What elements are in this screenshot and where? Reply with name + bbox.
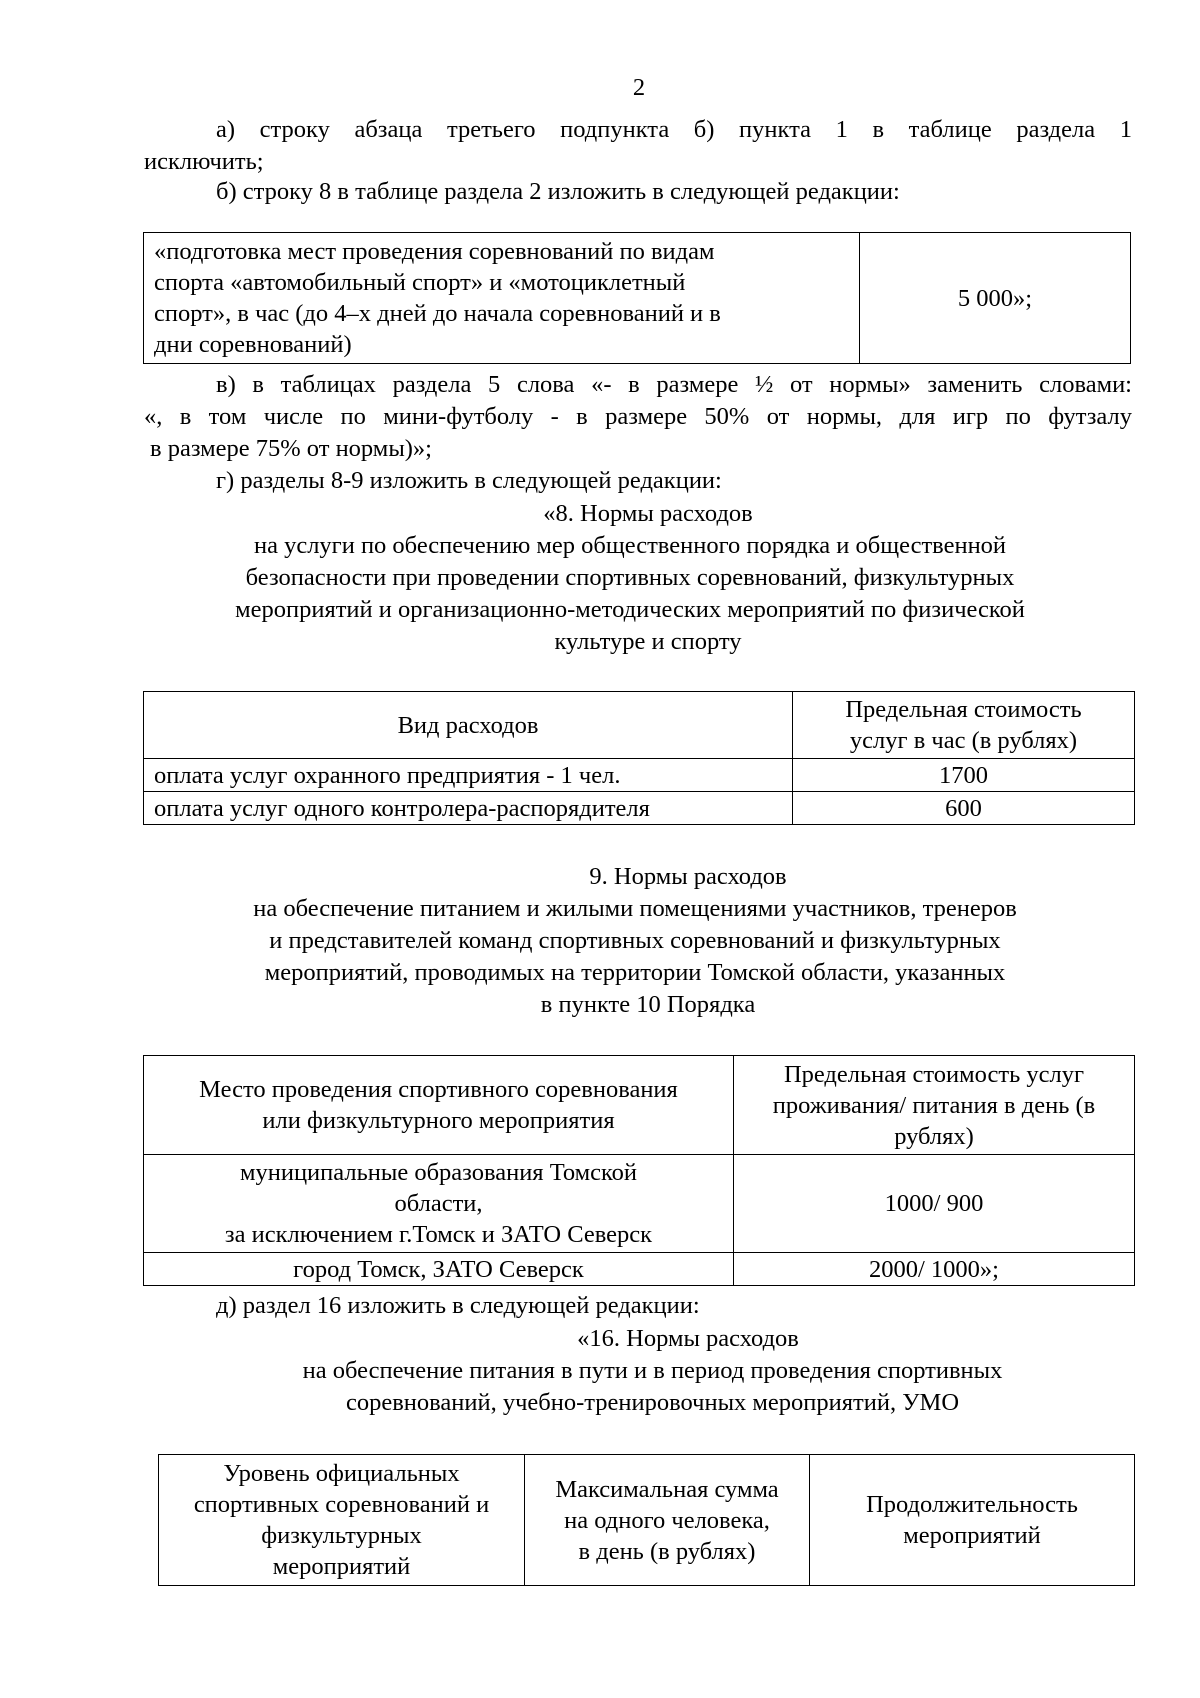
row-name: оплата услуг одного контролера-распорядителя [144, 792, 793, 825]
header-line: мероприятий [903, 1522, 1041, 1549]
section8-col1-header: Вид расходов [144, 692, 793, 759]
header-line: в день (в рублях) [578, 1537, 756, 1565]
row-name-line: муниципальные образования Томской [239, 1159, 638, 1186]
header-line: услуг в час (в рублях) [849, 727, 1078, 754]
row-value: 1000/ 900 [734, 1155, 1135, 1253]
item-v-line3: в размере 75% от нормы)»; [150, 435, 432, 462]
section8-title: «8. Нормы расходов [543, 500, 753, 527]
section9-subtitle-line: в пункте 10 Порядка [540, 991, 756, 1018]
table-row8-line: спорта «автомобильный спорт» и «мотоциклетный [154, 269, 686, 296]
row-name-line: город Томск, ЗАТО Северск [293, 1255, 584, 1283]
table-header-row [144, 692, 1135, 759]
header-line: Предельная стоимость [845, 696, 1082, 723]
header-line: Предельная стоимость услуг [783, 1060, 1085, 1088]
table-row8-value: 5 000»; [860, 233, 1131, 364]
table-row [144, 1253, 1135, 1286]
header-line: мероприятий [272, 1553, 411, 1580]
header-line: проживания/ питания в день (в [772, 1091, 1096, 1119]
item-a-line2: исключить; [144, 148, 264, 175]
section16-table [158, 1454, 1135, 1586]
section16-subtitle-line: соревнований, учебно-тренировочных мероприятий, УМО [345, 1389, 960, 1416]
header-line: Уровень официальных [223, 1460, 460, 1487]
section9-col1-header [144, 1056, 734, 1155]
table-row [144, 1155, 1135, 1253]
item-d: д) раздел 16 изложить в следующей редакции: [216, 1292, 700, 1319]
section9-col2-header [734, 1056, 1135, 1155]
header-line: физкультурных [261, 1522, 422, 1549]
section9-subtitle-line: и представителей команд спортивных соревнований и физкультурных [269, 927, 1001, 954]
table-header-row [159, 1455, 1135, 1586]
header-line: на одного человека, [564, 1506, 770, 1534]
section16-title: «16. Нормы расходов [577, 1325, 799, 1352]
table-row [144, 792, 1135, 825]
section8-subtitle-line: безопасности при проведении спортивных соревнований, физкультурных [245, 564, 1015, 591]
header-line: рублях) [894, 1122, 974, 1150]
table-row8-text [144, 233, 860, 364]
row-name: оплата услуг охранного предприятия - 1 чел. [144, 759, 793, 792]
row-value: 600 [793, 792, 1135, 825]
section16-col2-header [525, 1455, 810, 1586]
table-row [144, 759, 1135, 792]
item-b: б) строку 8 в таблице раздела 2 изложить в следующей редакции: [216, 178, 900, 205]
item-v-line2: «, в том числе по мини-футболу - в размере 50% от нормы, для игр по футзалу [144, 403, 1132, 430]
row-value: 1700 [793, 759, 1135, 792]
section8-subtitle-line: культуре и спорту [554, 628, 742, 655]
section9-subtitle-line: на обеспечение питанием и жилыми помещениями участников, тренеров [253, 895, 1017, 922]
row-name-line: за исключением г.Томск и ЗАТО Северск [224, 1221, 653, 1248]
row-value: 2000/ 1000»; [734, 1253, 1135, 1286]
section8-subtitle-line: мероприятий и организационно-методических мероприятий по физической [235, 596, 1025, 623]
table-row8-line: спорт», в час (до 4–х дней до начала соревнований и в [154, 300, 721, 327]
header-line: или физкультурного мероприятия [262, 1107, 615, 1134]
section8-subtitle-line: на услуги по обеспечению мер общественного порядка и общественной [253, 532, 1007, 559]
page-number: 2 [632, 74, 646, 101]
item-a-line1: а) строку абзаца третьего подпункта б) пункта 1 в таблице раздела 1 [216, 116, 1132, 143]
section16-subtitle-line: на обеспечение питания в пути и в период проведения спортивных [302, 1357, 1003, 1384]
row-name [144, 1253, 734, 1286]
row-name-line: области, [394, 1190, 483, 1217]
section9-subtitle-line: мероприятий, проводимых на территории Томской области, указанных [264, 959, 1006, 986]
table-row8 [143, 232, 1131, 364]
section8-col2-header [793, 692, 1135, 759]
section16-col1-header [159, 1455, 525, 1586]
section9-title: 9. Нормы расходов [589, 863, 787, 890]
header-line: Место проведения спортивного соревнования [199, 1076, 678, 1103]
section8-table [143, 691, 1135, 825]
header-line: Продолжительность [866, 1491, 1078, 1518]
table-row8-line: «подготовка мест проведения соревнований по видам [154, 238, 715, 265]
item-g: г) разделы 8-9 изложить в следующей редакции: [216, 467, 722, 494]
item-v-line1: в) в таблицах раздела 5 слова «- в размере ½ от нормы» заменить словами: [216, 371, 1132, 398]
table-row8-line: дни соревнований) [154, 331, 352, 358]
section9-table [143, 1055, 1135, 1286]
row-name [144, 1155, 734, 1253]
section16-col3-header [810, 1455, 1135, 1586]
header-line: спортивных соревнований и [193, 1491, 490, 1518]
header-line: Максимальная сумма [555, 1475, 779, 1503]
table-header-row [144, 1056, 1135, 1155]
